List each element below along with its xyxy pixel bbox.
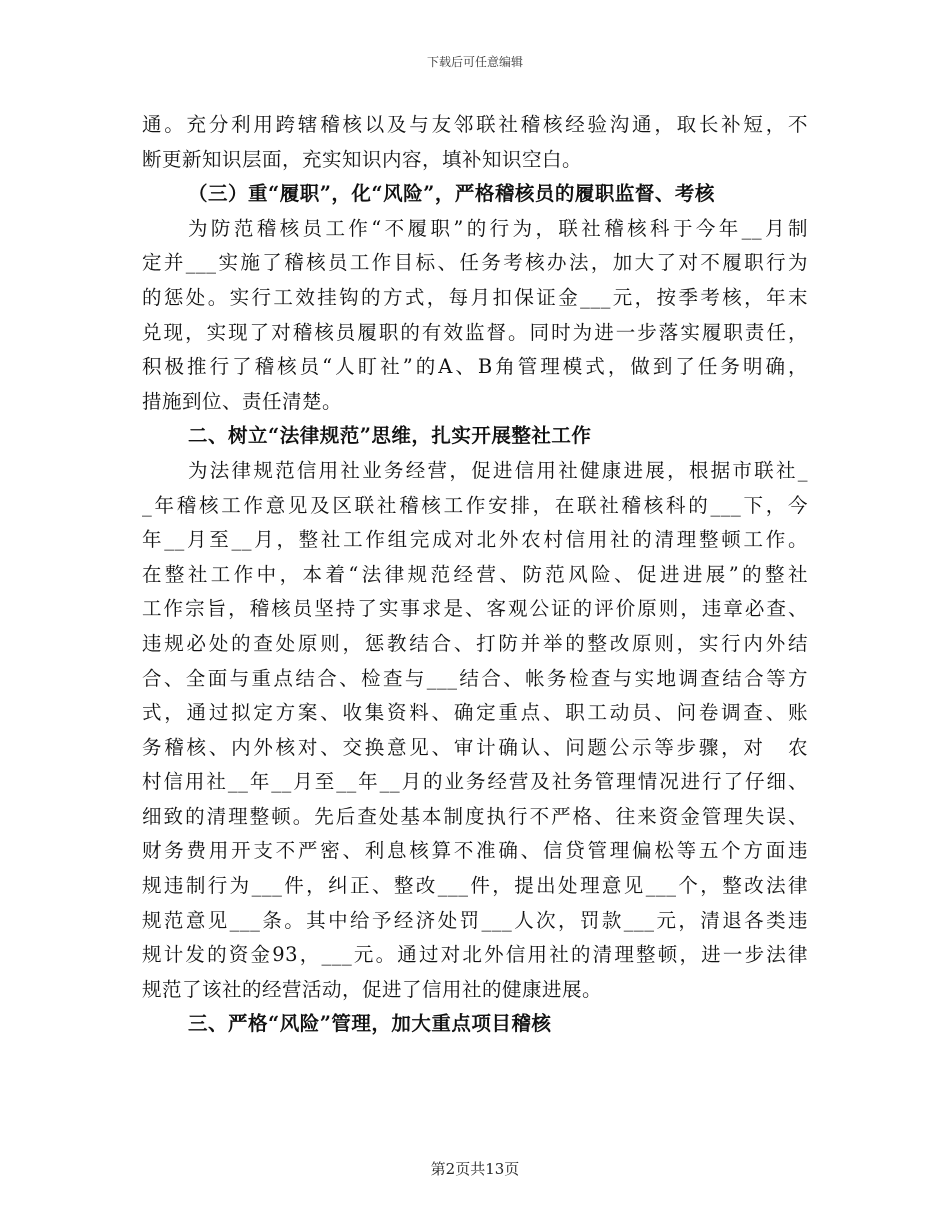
body-line: 规范了该社的经营活动，促进了信用社的健康进展。 xyxy=(142,977,603,1001)
body-line: 年__月至__月，整社工作组完成对北外农村信用社的清理整顿工作。 xyxy=(142,528,808,552)
body-line: 村信用社__年__月至__年__月的业务经营及社务管理情况进行了仔细、 xyxy=(142,770,808,794)
section-heading: 三、严格“风险”管理，加大重点项目稽核 xyxy=(188,1012,552,1036)
body-line: 通。充分利用跨辖稽核以及与友邻联社稽核经验沟通，取长补短，不 xyxy=(142,113,808,136)
page-footer: 第2页共13页 xyxy=(430,1160,520,1178)
body-line: 的惩处。实行工效挂钩的方式，每月扣保证金___元，按季考核，年末 xyxy=(142,285,808,309)
document-body xyxy=(142,108,808,1042)
body-line: 定并___实施了稽核员工作目标、任务考核办法，加大了对不履职行为 xyxy=(142,251,808,275)
body-line: 规范意见___条。其中给予经济处罚___人次，罚款___元，清退各类违 xyxy=(142,908,808,932)
body-line: 为防范稽核员工作“不履职”的行为，联社稽核科于今年__月制 xyxy=(188,216,808,240)
body-line: 式，通过拟定方案、收集资料、确定重点、职工动员、问卷调查、账 xyxy=(142,701,808,725)
body-line: 违规必处的查处原则，惩教结合、打防并举的整改原则，实行内外结 xyxy=(142,631,808,655)
body-line: 规计发的资金93，___元。通过对北外信用社的清理整顿，进一步法律 xyxy=(142,943,808,967)
body-line: 财务费用开支不严密、利息核算不准确、信贷管理偏松等五个方面违 xyxy=(142,839,808,863)
body-line: 规违制行为___件，纠正、整改___件，提出处理意见___个，整改法律 xyxy=(142,874,808,898)
body-line: 措施到位、责任清楚。 xyxy=(142,389,343,413)
body-line: 工作宗旨，稽核员坚持了实事求是、客观公证的评价原则，违章必查、 xyxy=(142,597,808,621)
body-line: 积极推行了稽核员“人盯社”的A、B角管理模式，做到了任务明确， xyxy=(142,355,808,379)
page-header: 下载后可任意编辑 xyxy=(426,55,523,69)
body-line: 务稽核、内外核对、交换意见、审计确认、问题公示等步骤，对 农 xyxy=(142,735,808,759)
body-line: 断更新知识层面，充实知识内容，填补知识空白。 xyxy=(142,147,583,171)
body-line: 合、全面与重点结合、检查与___结合、帐务检查与实地调查结合等方 xyxy=(142,666,808,690)
section-heading: （三）重“履职”，化“风险”，严格稽核员的履职监督、考核 xyxy=(188,182,715,206)
body-line: 在整社工作中，本着“法律规范经营、防范风险、促进进展”的整社 xyxy=(142,562,808,586)
body-line: 兑现，实现了对稽核员履职的有效监督。同时为进一步落实履职责任， xyxy=(142,320,808,344)
body-line: 为法律规范信用社业务经营，促进信用社健康进展，根据市联社_ xyxy=(188,458,808,482)
section-heading: 二、树立“法律规范”思维，扎实开展整社工作 xyxy=(188,424,592,448)
body-line: 细致的清理整顿。先后查处基本制度执行不严格、往来资金管理失误、 xyxy=(142,804,808,828)
body-line: _年稽核工作意见及区联社稽核工作安排，在联社稽核科的___下，今 xyxy=(142,493,808,517)
